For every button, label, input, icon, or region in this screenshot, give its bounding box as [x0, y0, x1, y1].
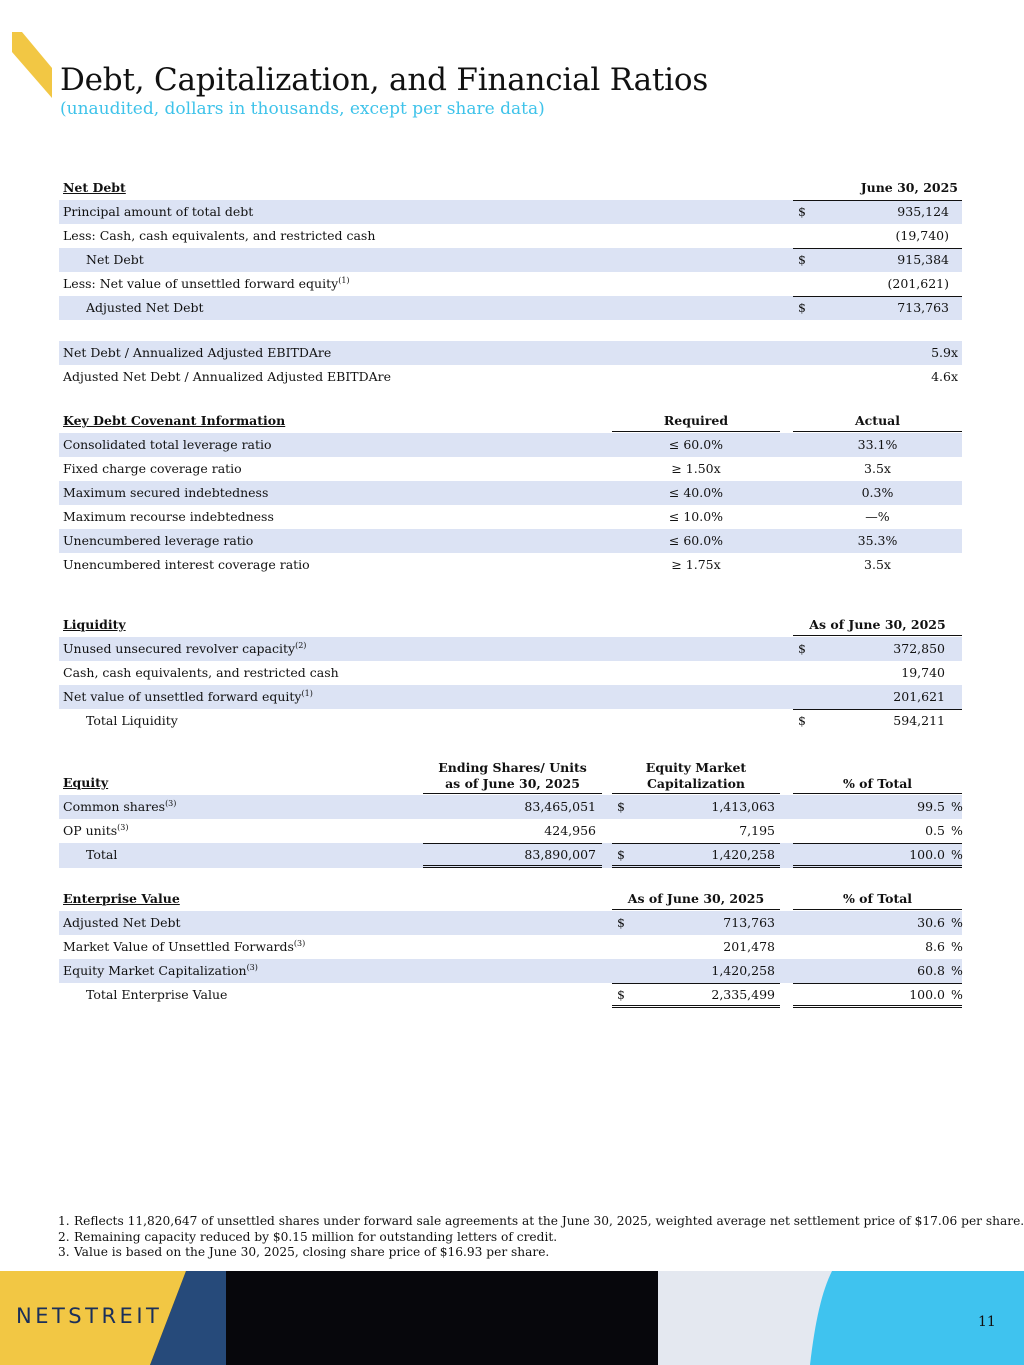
row-label: Adjusted Net Debt [63, 915, 181, 930]
row-value: 5.9x [931, 345, 958, 360]
row-label: Fixed charge coverage ratio [63, 461, 242, 476]
row-value: 915,384 [897, 252, 949, 267]
table-row [59, 365, 962, 389]
row-label: Consolidated total leverage ratio [63, 437, 272, 452]
row-label: Net Debt / Annualized Adjusted EBITDAre [63, 345, 332, 360]
table-header-row [59, 409, 962, 433]
section-heading: Equity [63, 775, 109, 790]
net-debt-table [59, 176, 962, 389]
table-row [59, 433, 962, 457]
table-row [59, 709, 962, 733]
row-label: Maximum secured indebtedness [63, 485, 269, 500]
percent-sign: % [951, 915, 963, 930]
percent-sign: % [951, 987, 963, 1002]
column-header-line: Ending Shares/ Units [438, 760, 587, 775]
table-row [59, 795, 962, 819]
column-header-shares [423, 758, 602, 794]
row-value: 4.6x [931, 369, 958, 384]
currency-symbol: $ [617, 987, 625, 1002]
actual-value: 3.5x [864, 557, 891, 572]
footnotes [58, 1214, 1024, 1261]
table-header-row [59, 176, 962, 200]
footnote-text: Reflects 11,820,647 of unsettled shares under forward sale agreements at the June 30, 2025, weighted average net settlement price of $17.06 per share. [74, 1214, 1024, 1228]
footnote-number: 3. [58, 1245, 70, 1259]
row-label: Maximum recourse indebtedness [63, 509, 274, 524]
row-label: Net Debt [86, 252, 144, 267]
row-value: 935,124 [897, 204, 949, 219]
column-header: June 30, 2025 [860, 180, 958, 195]
currency-symbol: $ [798, 641, 806, 656]
table-row [59, 296, 962, 320]
table-row [59, 959, 962, 983]
row-label: Adjusted Net Debt / Annualized Adjusted EBITDAre [63, 369, 392, 384]
section-heading: Key Debt Covenant Information [63, 413, 286, 428]
currency-symbol: $ [798, 300, 806, 315]
actual-value: 3.5x [864, 461, 891, 476]
table-row [59, 224, 962, 248]
required-value: ≤ 10.0% [668, 509, 724, 524]
row-label: Principal amount of total debt [63, 204, 254, 219]
row-value: 19,740 [901, 665, 945, 680]
table-row [59, 248, 962, 272]
currency-symbol: $ [617, 915, 625, 930]
footnote-marker: (3) [117, 822, 129, 832]
percent-sign: % [951, 939, 963, 954]
percent-value: 8.6 [925, 939, 945, 954]
row-value: (201,621) [887, 276, 949, 291]
footnote-number: 2. [58, 1229, 70, 1244]
row-label: Total [86, 847, 118, 862]
shares-value: 83,890,007 [524, 847, 596, 862]
row-value: 2,335,499 [711, 987, 775, 1002]
page-subtitle: (unaudited, dollars in thousands, except per share data) [60, 99, 545, 119]
percent-value: 100.0 [909, 847, 945, 862]
row-label: Less: Cash, cash equivalents, and restricted cash [63, 228, 376, 243]
row-label: Unused unsecured revolver capacity$^{(2)}$ [63, 640, 307, 656]
row-value: 372,850 [893, 641, 945, 656]
table-row [59, 935, 962, 959]
table-row [59, 983, 962, 1008]
row-value: 201,478 [723, 939, 775, 954]
table-row [59, 911, 962, 935]
row-value: 1,420,258 [711, 963, 775, 978]
section-heading: Net Debt [63, 180, 126, 195]
liquidity-table [59, 613, 962, 733]
currency-symbol: $ [798, 252, 806, 267]
footnote [58, 1214, 1024, 1230]
row-value: 594,211 [893, 713, 945, 728]
row-label: Unencumbered interest coverage ratio [63, 557, 310, 572]
row-label: Total Liquidity [86, 713, 178, 728]
currency-symbol: $ [798, 713, 806, 728]
row-label: Net value of unsettled forward equity$^{(1)}$ [63, 688, 313, 704]
spacer [59, 320, 962, 341]
table-row [59, 481, 962, 505]
row-label: Market Value of Unsettled Forwards$^{(3)}$ [63, 938, 306, 954]
section-heading: Enterprise Value [63, 891, 180, 906]
percent-value: 99.5 [917, 799, 945, 814]
table-header-row [59, 613, 962, 637]
table-row [59, 661, 962, 685]
column-header-line: as of June 30, 2025 [445, 776, 580, 791]
column-header: As of June 30, 2025 [612, 887, 780, 910]
required-value: ≤ 40.0% [668, 485, 724, 500]
covenant-table [59, 409, 962, 577]
row-label: Common shares$^{(3)}$ [63, 798, 177, 814]
column-header-line: Capitalization [646, 776, 746, 791]
percent-sign: % [951, 823, 963, 838]
table-row [59, 505, 962, 529]
required-value: ≥ 1.75x [671, 557, 721, 572]
required-value: ≤ 60.0% [668, 437, 724, 452]
page-title: Debt, Capitalization, and Financial Ratios [60, 62, 709, 98]
footnote [58, 1245, 1024, 1261]
netstreit-logo: NETSTREIT [16, 1304, 163, 1328]
row-label: Cash, cash equivalents, and restricted cash [63, 665, 339, 680]
row-label: Unencumbered leverage ratio [63, 533, 254, 548]
table-header-row [59, 758, 962, 795]
footnote-marker: (3) [293, 938, 306, 948]
table-row [59, 529, 962, 553]
table-row [59, 819, 962, 843]
footnote-text: Remaining capacity reduced by $0.15 million for outstanding letters of credit. [74, 1229, 558, 1244]
percent-sign: % [951, 847, 963, 862]
shares-value: 424,956 [544, 823, 596, 838]
row-label: Less: Net value of unsettled forward equity$^{(1)}$ [63, 275, 350, 291]
row-value: (19,740) [895, 228, 949, 243]
footnote [58, 1230, 1024, 1246]
currency-symbol: $ [617, 847, 625, 862]
table-header-row [59, 887, 962, 911]
column-header-percent: % of Total [793, 758, 962, 794]
table-row [59, 637, 962, 661]
actual-value: 0.3% [861, 485, 894, 500]
footnote-marker: (1) [338, 275, 350, 285]
actual-value: 35.3% [857, 533, 898, 548]
column-header: Required [612, 409, 780, 432]
corner-accent-icon [12, 32, 52, 98]
percent-sign: % [951, 799, 963, 814]
table-row [59, 272, 962, 296]
capitalization-value: 1,413,063 [711, 799, 775, 814]
column-header: As of June 30, 2025 [793, 613, 962, 636]
row-value: 713,763 [897, 300, 949, 315]
row-label: Equity Market Capitalization$^{(3)}$ [63, 962, 258, 978]
percent-value: 30.6 [917, 915, 945, 930]
page-number: 11 [978, 1314, 996, 1330]
row-label: OP units$^{(3)}$ [63, 822, 129, 838]
table-row [59, 341, 962, 365]
footnote-marker: (3) [246, 962, 258, 972]
table-row [59, 457, 962, 481]
footnote-text: Value is based on the June 30, 2025, closing share price of $16.93 per share. [74, 1245, 550, 1259]
percent-sign: % [951, 963, 963, 978]
table-row [59, 553, 962, 577]
currency-symbol: $ [798, 204, 806, 219]
footnote-number: 1. [58, 1214, 70, 1228]
percent-value: 60.8 [917, 963, 945, 978]
capitalization-value: 1,420,258 [711, 847, 775, 862]
equity-table [59, 758, 962, 868]
footnote-marker: (2) [295, 640, 307, 650]
section-heading: Liquidity [63, 617, 126, 632]
required-value: ≥ 1.50x [671, 461, 721, 476]
currency-symbol: $ [617, 799, 625, 814]
capitalization-value: 7,195 [739, 823, 775, 838]
row-label: Adjusted Net Debt [86, 300, 204, 315]
column-header: Actual [793, 409, 962, 432]
enterprise-value-table [59, 887, 962, 1008]
table-row [59, 843, 962, 868]
actual-value: 33.1% [857, 437, 898, 452]
footnote-marker: (1) [301, 688, 313, 698]
percent-value: 100.0 [909, 987, 945, 1002]
row-label: Total Enterprise Value [86, 987, 228, 1002]
required-value: ≤ 60.0% [668, 533, 724, 548]
shares-value: 83,465,051 [524, 799, 596, 814]
row-value: 713,763 [723, 915, 775, 930]
actual-value: —% [865, 509, 890, 524]
table-row [59, 685, 962, 709]
column-header-capitalization [612, 758, 780, 794]
row-value: 201,621 [893, 689, 945, 704]
table-row [59, 200, 962, 224]
column-header: % of Total [793, 887, 962, 910]
footnote-marker: (3) [165, 798, 177, 808]
percent-value: 0.5 [925, 823, 945, 838]
column-header-line: Equity Market [645, 760, 747, 775]
